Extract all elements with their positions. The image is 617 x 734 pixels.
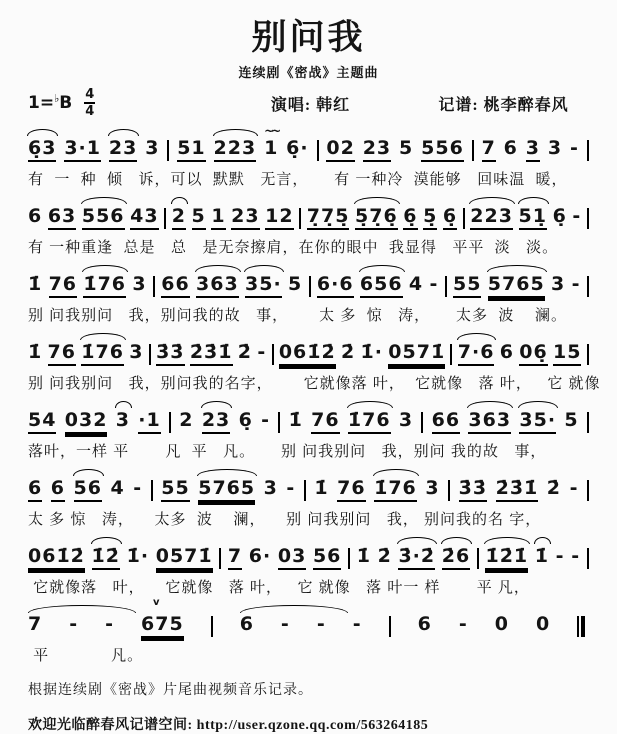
note: -	[316, 612, 326, 635]
note: 2̇	[377, 544, 392, 567]
note: 1̇	[28, 272, 43, 295]
footer	[28, 679, 589, 734]
note: 363	[196, 275, 239, 298]
note: 6̣	[443, 207, 457, 230]
note: 6	[417, 612, 432, 635]
note: 6̣	[552, 204, 567, 227]
score	[28, 126, 601, 665]
note: 3	[132, 272, 147, 295]
note: 0571̇	[388, 343, 445, 366]
note: 5̣	[423, 207, 437, 230]
barline	[151, 480, 153, 501]
note: 6̣3	[28, 139, 56, 162]
note: 23	[109, 139, 137, 162]
note: 1̇	[314, 476, 329, 499]
note: 55	[161, 479, 189, 502]
barline	[304, 480, 306, 501]
note: -	[280, 612, 290, 635]
note: 061̇2̇	[28, 547, 85, 570]
barline	[450, 344, 452, 365]
note: 51̣	[519, 207, 547, 230]
note: 5	[192, 207, 206, 230]
note: -	[555, 544, 565, 567]
note: 4	[110, 476, 125, 499]
notes-row	[28, 534, 589, 570]
lyrics-row: 别 问我别问 我，别问我的故 事， 太 多 惊 涛， 太多 波 澜。	[28, 306, 568, 324]
key-signature	[28, 88, 203, 118]
note: -	[69, 612, 79, 635]
note: 6̣	[403, 207, 417, 230]
barline	[587, 344, 589, 365]
note: 0571̇	[156, 547, 213, 570]
note: -	[286, 476, 296, 499]
barline	[472, 140, 474, 161]
note: 223	[470, 207, 513, 230]
note: 35·	[519, 411, 556, 434]
note: 55	[453, 275, 481, 298]
barline	[272, 344, 274, 365]
note: 5765	[198, 479, 255, 502]
note: -	[458, 612, 468, 635]
lyrics-row: 它就像落 叶， 它就像 落 叶， 它 就像 落 叶一 样 平 凡，	[28, 578, 530, 596]
note: 3	[551, 272, 566, 295]
note: -	[261, 408, 270, 431]
barline	[299, 208, 301, 229]
barline	[211, 616, 213, 637]
barline	[421, 412, 423, 433]
barline	[587, 412, 589, 433]
note: 1̇	[288, 408, 303, 431]
note: 1̇2̇	[92, 547, 120, 570]
note: -	[105, 612, 115, 635]
note: 675 v	[141, 615, 184, 638]
note: 63	[48, 207, 76, 230]
key-prefix: 1=	[28, 93, 55, 113]
notator-credit: 记谱: 桃李醉春风	[438, 96, 569, 114]
note: 556	[421, 139, 464, 162]
note: 223	[214, 139, 257, 162]
score-line	[28, 330, 601, 393]
note: 1̇2̇1̇	[485, 547, 528, 570]
note: 54	[28, 411, 56, 434]
note: 1̇	[534, 544, 550, 567]
notes-row	[28, 330, 589, 366]
note: -	[571, 544, 581, 567]
lyrics-row: 平 凡。	[28, 646, 144, 664]
note: 1̇76	[83, 275, 126, 298]
note: 1̇	[356, 544, 371, 567]
note: 1 ~~	[264, 139, 278, 159]
lyrics-row: 落叶，一样 平 凡 平 凡。 别 问我别问 我，别问 我的故 事，	[28, 442, 547, 460]
note: 3	[425, 476, 440, 499]
note: 76	[311, 411, 339, 434]
notes-row	[28, 262, 589, 298]
note: -	[572, 204, 582, 227]
note: 1̇	[28, 340, 43, 363]
note: 06̣	[519, 343, 547, 366]
note: 7·6	[458, 343, 495, 366]
note: 061̇2̇	[279, 343, 336, 366]
barline	[348, 548, 350, 569]
lyrics-row: 有 一种重逢 总是 总 是无奈擦肩，在你的眼中 我显得 平平 淡 淡。	[28, 238, 559, 256]
final-barline	[577, 616, 585, 637]
barline	[219, 548, 221, 569]
note: 4	[408, 272, 424, 295]
note: -	[569, 476, 579, 499]
note: 3	[263, 476, 278, 499]
note: 2̇	[341, 340, 356, 363]
note: 6	[28, 479, 42, 502]
note: 12	[265, 207, 293, 230]
note: 66	[432, 411, 460, 434]
score-line	[28, 602, 589, 665]
barline	[477, 548, 479, 569]
note: 0	[494, 612, 509, 635]
note: -	[429, 272, 439, 295]
note: 3̇3̇	[459, 479, 487, 502]
note: 2̇	[237, 340, 253, 363]
lyrics-row: 别 问我别问 我，别问我的名字， 它就像落 叶， 它就像 落 叶， 它 就像	[28, 374, 601, 392]
note: 02	[326, 139, 354, 162]
note: 3̇·2̇	[398, 547, 435, 570]
note: 6̣·	[286, 137, 309, 159]
barline	[587, 140, 589, 161]
notes-row	[28, 398, 589, 434]
note: 5765	[488, 275, 545, 298]
time-signature	[84, 88, 95, 118]
notes-row	[28, 466, 589, 502]
note: 6·	[248, 544, 272, 567]
note: 15	[553, 343, 581, 366]
barline	[317, 140, 319, 161]
note: 2̇6	[442, 547, 470, 570]
note: 3	[145, 137, 160, 159]
score-line	[28, 262, 589, 325]
note: 7	[482, 139, 496, 162]
barline	[167, 140, 169, 161]
note: 1̇76	[374, 479, 417, 502]
note: -	[570, 137, 579, 159]
barline	[587, 276, 589, 297]
note: 6	[239, 612, 254, 635]
note: 5	[288, 272, 303, 295]
score-line	[28, 126, 589, 189]
note: 7	[228, 547, 242, 570]
lyrics-row: 有 一 种 倾 诉，可以 默默 无言， 有 一种冷 漠能够 回味温 暖，	[28, 170, 568, 188]
note: 1	[211, 207, 225, 230]
notes-row	[28, 194, 589, 230]
note: -	[257, 340, 267, 363]
notes-row	[28, 126, 589, 162]
song-title: 别问我	[251, 18, 366, 57]
barline	[278, 412, 280, 433]
time-bottom: 4	[85, 104, 95, 119]
note: 032	[65, 411, 108, 434]
barline	[389, 616, 391, 637]
barline	[164, 208, 166, 229]
note: -	[571, 272, 581, 295]
note: 56	[74, 479, 102, 502]
singer-credit: 演唱: 韩红	[270, 96, 351, 114]
note: 23	[202, 411, 230, 434]
note: 1̇76	[81, 343, 124, 366]
note: -	[133, 476, 143, 499]
note: 35·	[245, 275, 282, 298]
notes-row	[28, 602, 589, 638]
score-line	[28, 466, 589, 529]
note: 7	[28, 612, 43, 635]
note: 6	[28, 204, 43, 227]
score-line	[28, 398, 589, 461]
note: 2	[172, 207, 186, 230]
note: 3	[526, 139, 540, 162]
key-note: B	[59, 93, 73, 113]
note: 6	[503, 137, 518, 159]
song-subtitle: 连续剧《密战》主题曲	[238, 65, 379, 80]
score-line	[28, 194, 589, 257]
note: -	[352, 612, 362, 635]
note: 03	[278, 547, 306, 570]
barline	[587, 208, 589, 229]
note: 363	[468, 411, 511, 434]
note: 23	[231, 207, 259, 230]
note: 56	[313, 547, 341, 570]
note: 3	[115, 408, 130, 431]
barline	[309, 276, 311, 297]
welcome-note: 欢迎光临醉春风记谱空间: http://user.qzone.qq.com/563264185	[28, 717, 429, 733]
note: 656	[360, 275, 403, 298]
note: 6	[499, 340, 514, 363]
note: 3	[398, 408, 414, 431]
note: 0	[535, 612, 551, 635]
note: ·1	[138, 411, 160, 434]
barline	[445, 276, 447, 297]
note: 6̣	[238, 408, 253, 431]
note: 76	[49, 275, 77, 298]
note: 2̇3̇1̇	[496, 479, 539, 502]
source-note: 根据连续剧《密战》片尾曲视频音乐记录。	[28, 680, 313, 697]
note: 2	[179, 408, 194, 431]
barline	[463, 208, 465, 229]
barline	[448, 480, 450, 501]
note: 7̣7̣5̣	[307, 207, 350, 230]
note: 5̣7̣6̣	[355, 207, 398, 230]
barline	[587, 548, 589, 569]
note: 1̇76	[348, 411, 391, 434]
barline	[149, 344, 151, 365]
note: 2̇3̇1̇	[190, 343, 233, 366]
barline	[587, 480, 589, 501]
note: 76	[337, 479, 365, 502]
time-top: 4	[85, 87, 95, 102]
note: 5	[399, 137, 414, 159]
score-line	[28, 534, 589, 597]
note: 6·6	[317, 275, 354, 298]
barline	[169, 412, 171, 433]
barline	[153, 276, 155, 297]
note: 3	[129, 340, 144, 363]
note: 43	[130, 207, 158, 230]
note: 556	[82, 207, 125, 230]
note: 1̇·	[360, 340, 383, 363]
lyrics-row: 太 多 惊 涛， 太多 波 澜， 别 问我别问 我， 别问我的名 字，	[28, 510, 542, 528]
flat-sign: ♭	[54, 91, 60, 105]
note: 6	[51, 479, 65, 502]
note: 51	[177, 139, 205, 162]
meta-row	[28, 87, 589, 119]
note: 3̇3̇	[156, 343, 184, 366]
note: 1̇·	[126, 544, 150, 567]
note: 5	[564, 408, 579, 431]
note: 23	[363, 139, 391, 162]
note: 2̇	[546, 476, 562, 499]
note: 3·1	[64, 139, 101, 162]
note: 66	[161, 275, 189, 298]
note: 3	[547, 137, 563, 159]
note: 76	[48, 343, 76, 366]
